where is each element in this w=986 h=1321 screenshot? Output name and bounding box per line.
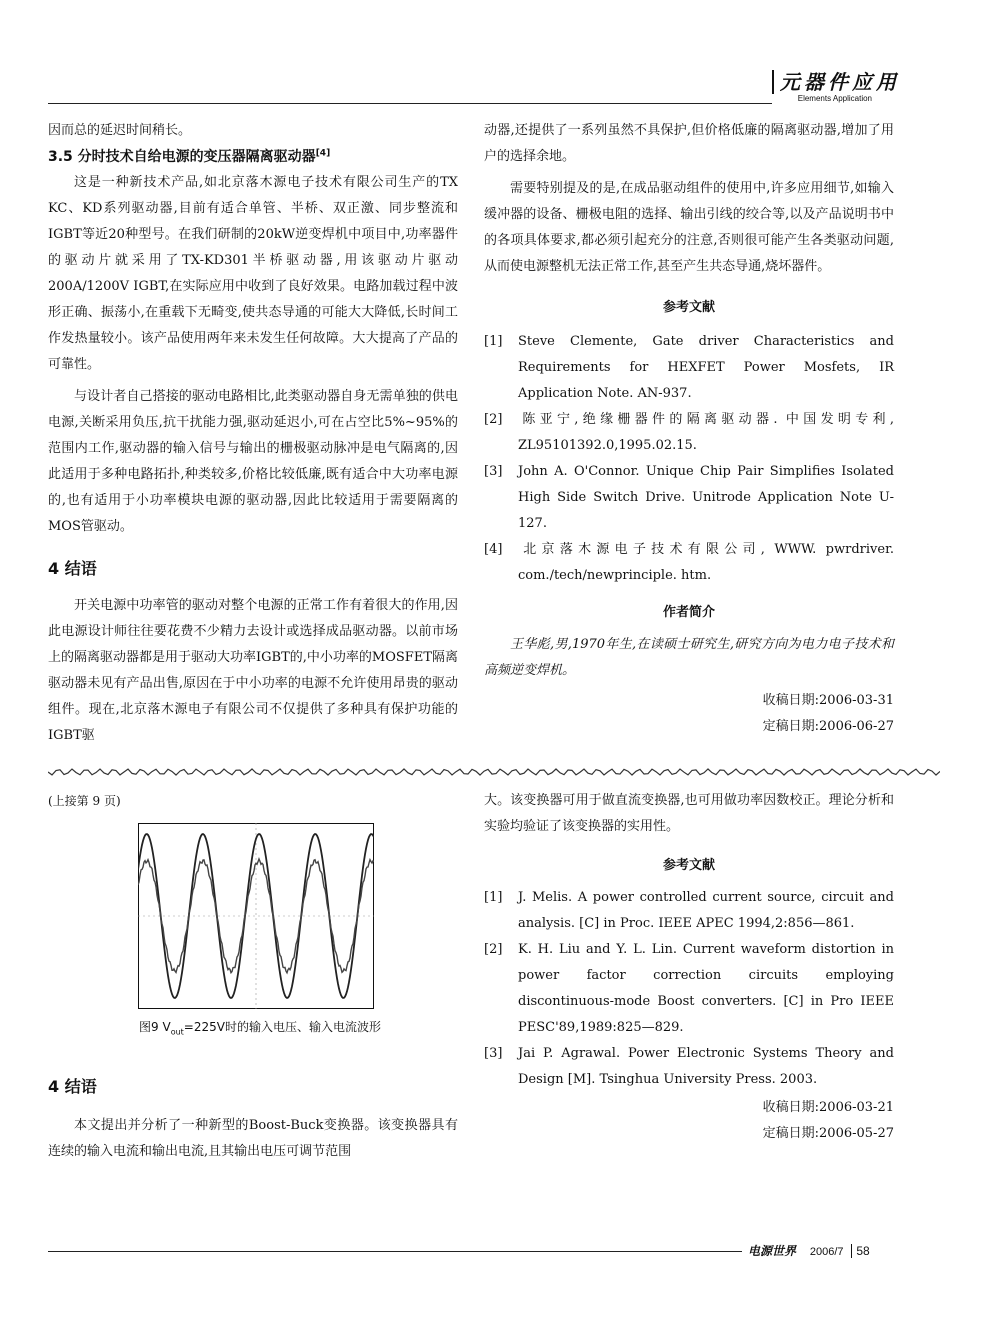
bottom-left-column [48,788,458,814]
reference-item: [2] K. H. Liu and Y. L. Lin. Current waveform distortion in power factor correction circuits employing discontinuous-mode Boost converters. [C] in Pro IEEE PESC'89,1989:825—829. [484,942,894,1035]
footer-issue: 2006/7 [809,1246,844,1258]
author-bio: 王华彪,男,1970年生,在读硕士研究生,研究方向为电力电子技术和高频逆变焊机。 [484,637,894,678]
reference-item: [1] Steve Clemente, Gate driver Characteristics and Requirements for HEXFET Power Mosfets, IR Application Note. AN-937. [484,334,894,401]
footer-journal-name: 电源世界 [748,1244,797,1258]
reference-item: [2] 陈亚宁,绝缘栅器件的隔离驱动器. 中国发明专利, ZL95101392.0,1995.02.15. [484,412,894,453]
page-number: 58 [856,1244,870,1258]
section-heading-3-5: 3.5 分时技术自给电源的变压器隔离驱动器[4] [48,148,331,165]
figure-caption: 图9 $V_{out}=225V$时的输入电压、输入电流波形 [139,1020,381,1037]
conclusion-heading: 4 结语 [48,559,97,578]
continuation-text: 因而总的延迟时间稍长。 [48,123,192,138]
journal-column-header [772,70,912,110]
top-left-column [48,118,458,749]
bottom-conclusion-heading: 4 结语 [48,1077,97,1096]
conclusion-paragraph: 开关电源中功率管的驱动对整个电源的正常工作有着很大的作用,因此电源设计师往往要花费不少精力去设计或选择成品驱动器。以前市场上的隔离驱动器都是用于驱动大功率IGBT的,中小功率的MOSFET隔离驱动器未见有产品出售,原因在于中小功率的电源不允许使用昂贵的驱动组件。现在,北京落木源电子有限公司不仅提供了多种具有保护功能的IGBT驱 [48,598,458,743]
bottom-revised-date: 定稿日期:2006-05-27 [762,1126,894,1141]
right-paragraph-2: 需要特别提及的是,在成品驱动组件的使用中,许多应用细节,如输入缓冲器的设备、栅极电阻的选择、输出引线的绞合等,以及产品说明书中的各项具体要求,都必须引起充分的注意,否则很可能产生各类驱动问题,从而使电源整机无法正常工作,甚至产生共态导通,烧坏器件。 [484,181,894,274]
footer-divider [851,1244,852,1258]
author-heading: 作者简介 [662,605,715,620]
revised-date: 定稿日期:2006-06-27 [762,719,894,734]
header-rule [48,103,772,104]
reference-item: [3] John A. O'Connor. Unique Chip Pair Simplifies Isolated High Side Switch Drive. Unitrode Application Note U-127. [484,464,894,531]
right-paragraph-1: 动器,还提供了一系列虽然不具保护,但价格低廉的隔离驱动器,增加了用户的选择余地。 [484,123,894,164]
bottom-left-conclusion [48,1074,458,1165]
reference-item: [1] J. Melis. A power controlled current source, circuit and analysis. [C] in Proc. IEEE APEC 1994,2:856—861. [484,890,894,931]
journal-column-title: 元器件应用 [772,70,912,94]
received-date: 收稿日期:2006-03-31 [762,693,894,708]
section-paragraph-1: 这是一种新技术产品,如北京落木源电子技术有限公司生产的TX KC、KD系列驱动器,目前有适合单管、半桥、双正激、同步整流和IGBT等近20种型号。在我们研制的20kW逆变焊机中项目中,功率器件的驱动片就采用了TX-KD301半桥驱动器,用该驱动片驱动200A/1200V IGBT,在实际应用中收到了良好效果。电路加载过程中波形正确、振荡小,在重载下无畸变,使共态导通的可能大大降低,长时间工作发热量较小。该产品使用两年来未发生任何故障。大大提高了产品的可靠性。 [48,175,458,372]
footer [748,1241,948,1262]
footer-rule [48,1251,742,1252]
bottom-references-heading: 参考文献 [662,858,715,873]
reference-item: [4] 北京落木源电子技术有限公司, WWW. pwrdriver. com./tech/newprinciple. htm. [484,542,894,583]
section-citation: [4] [315,148,331,159]
bottom-conclusion-paragraph: 本文提出并分析了一种新型的Boost-Buck变换器。该变换器具有连续的输入电流和输出电流,且其输出电压可调节范围 [48,1118,458,1159]
reference-item: [3] Jai P. Agrawal. Power Electronic Systems Theory and Design [M]. Tsinghua University Press. 2003. [484,1046,894,1087]
section-paragraph-2: 与设计者自己搭接的驱动电路相比,此类驱动器自身无需单独的供电电源,关断采用负压,抗干扰能力强,驱动延迟小,可在占空比5%~95%的范围内工作,驱动器的输入信号与输出的栅极驱动脉冲是电气隔离的,因此适用于多种电路拓扑,种类较多,价格比较低廉,既有适合中大功率电源的,也有适用于小功率模块电源的驱动器,因此比较适用于需要隔离的MOS管驱动。 [48,389,458,534]
continued-from-note: (上接第 9 页) [48,794,121,808]
bottom-right-column [484,788,894,1147]
bottom-right-paragraph: 大。该变换器可用于做直流变换器,也可用做功率因数校正。理论分析和实验均验证了该变换器的实用性。 [484,793,894,834]
references-heading: 参考文献 [662,300,715,315]
journal-column-subtitle: Elements Application [797,94,872,103]
bottom-received-date: 收稿日期:2006-03-21 [762,1100,894,1115]
top-right-column [484,118,894,740]
waveform-figure [138,823,374,1009]
section-separator [48,768,940,776]
